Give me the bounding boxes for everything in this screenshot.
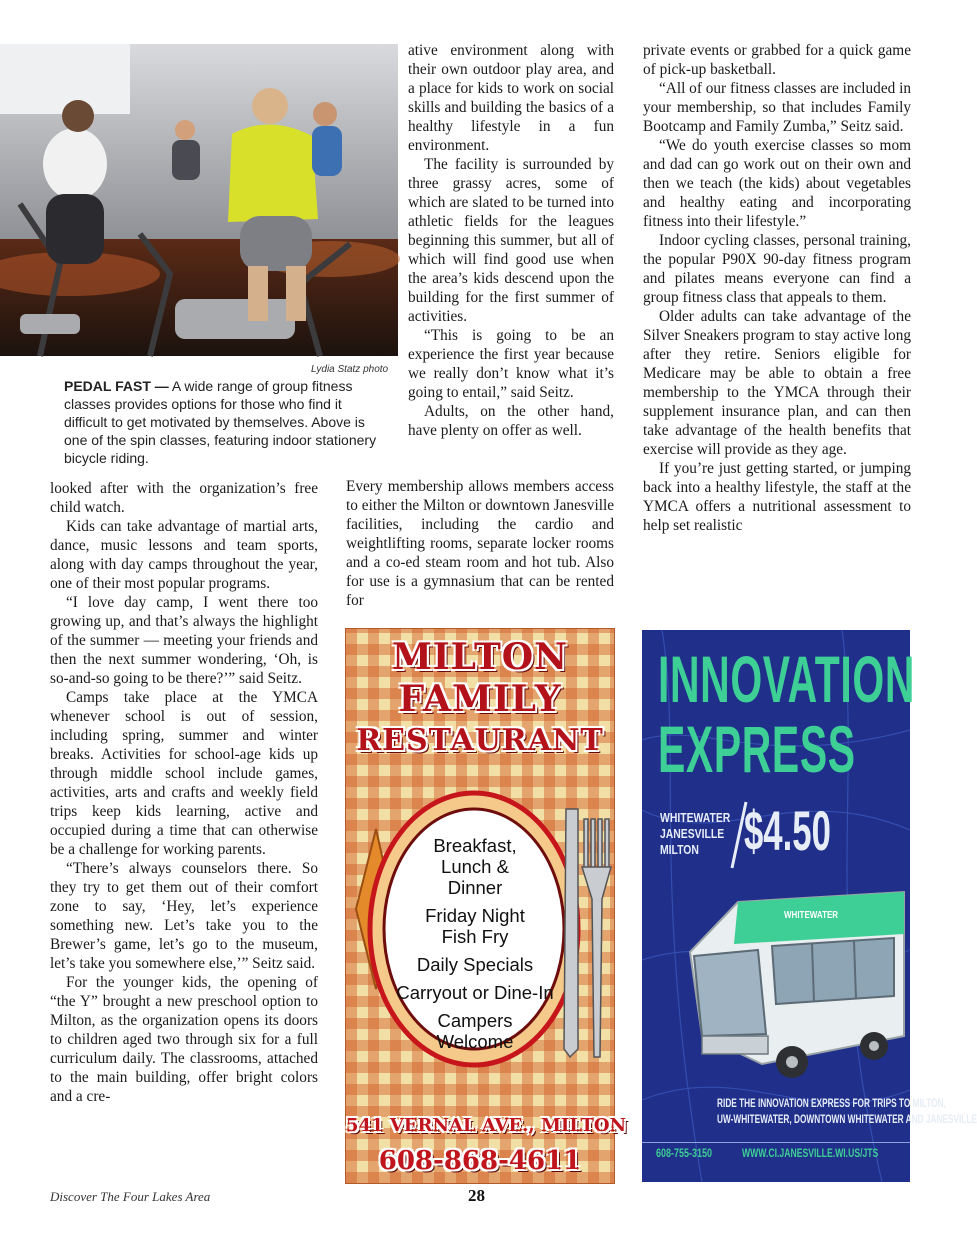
paragraph: Kids can take advantage of martial arts, dance, music lessons and team sports, along with day camps throughout the year, one of their most popular programs.: [50, 518, 318, 592]
paragraph: The facility is surrounded by three grassy acres, some of which are slated to be turned into athletic fields for the leagues beginning this summer, but all of which will find good use when the area’s kids descend upon the building for the first summer of activities.: [408, 156, 614, 325]
menu-line: Carryout or Dine-In: [396, 982, 554, 1003]
transit-website: WWW.CI.JANESVILLE.WI.US/JTS: [742, 1146, 879, 1160]
paragraph: ative environment along with their own outdoor play area, and a place for kids to work on social skills and building the basics of a healthy lifestyle in a fun environment.: [408, 42, 614, 154]
paragraph: “All of our fitness classes are included in your membership, so that includes Family Bootcamp and Family Zumba,” Seitz said.: [643, 80, 911, 135]
page-number: 28: [468, 1186, 485, 1205]
menu-line: Campers: [437, 1010, 513, 1031]
spin-class-photo: [0, 44, 398, 356]
spin-class-illustration: [0, 44, 398, 356]
restaurant-ad: [345, 628, 627, 1184]
paragraph: Adults, on the other hand, have plenty on offer as well.: [408, 403, 614, 439]
fare-price: $4.50: [744, 799, 831, 862]
restaurant-address: 541 VERNAL AVE., MILTON: [346, 1115, 627, 1136]
city: MILTON: [660, 842, 699, 857]
menu-line: Dinner: [447, 877, 503, 898]
paragraph: Camps take place at the YMCA whenever school is out of session, including spring, summer and winter breaks. Activities for school-age kids up through middle school include games, activities, arts and crafts and weekly field trips keep kids learning, active and occupied during a time that can otherwise be a challenge for working parents.: [50, 689, 318, 858]
caption-text: A wide range of group fitness classes provides options for those who find it difficult to get motivated by themselves. Above is one of the spin classes, featuring indoor stationery bicycle riding.: [64, 378, 377, 466]
ad-title-line-1: INNOVATION: [658, 642, 916, 716]
column-2: [408, 41, 614, 440]
innovation-express-ad: [642, 630, 977, 1182]
restaurant-title-line-3: RESTAURANT: [356, 723, 604, 758]
ad-title-line-2: EXPRESS: [658, 712, 856, 786]
menu-line: Daily Specials: [416, 954, 534, 975]
bus-destination-sign: WHITEWATER: [784, 910, 839, 921]
menu-line: Welcome: [436, 1031, 514, 1052]
column-3: [643, 41, 911, 535]
restaurant-menu: [382, 835, 568, 1052]
menu-line: Friday Night: [425, 905, 525, 926]
menu-line: Fish Fry: [441, 926, 509, 947]
menu-line: Breakfast,: [433, 835, 517, 856]
transit-phone: 608-755-3150: [656, 1146, 713, 1160]
paragraph: If you’re just getting started, or jumping back into a healthy lifestyle, the staff at the YMCA offers a nutritional assessment to help set realistic: [643, 460, 911, 534]
paragraph: “We do youth exercise classes so mom and dad can go work out on their own and then we teach (the kids) about vegetables and healthy eating and incorporating fitness into their lifestyle.”: [643, 137, 911, 230]
paragraph: looked after with the organization’s free child watch.: [50, 480, 318, 516]
ad-tagline: [642, 1096, 977, 1128]
divider: [642, 1142, 910, 1143]
tagline-line: RIDE THE INNOVATION EXPRESS FOR TRIPS TO MILTON,: [717, 1098, 946, 1110]
city: WHITEWATER: [660, 810, 731, 825]
paragraph: Every membership allows members access to either the Milton or downtown Janesville facilities, including the cardio and weightlifting rooms, separate locker rooms and a co-ed steam room and hot tub. Also for use is a gymnasium that can be rented for: [346, 478, 614, 609]
restaurant-title-line-1: MILTON: [391, 636, 569, 678]
restaurant-phone: 608-868-4611: [378, 1146, 582, 1176]
column-2-wide: [346, 477, 614, 610]
tagline-line: UW-WHITEWATER, DOWNTOWN WHITEWATER AND JANESVILLE: [717, 1114, 977, 1126]
restaurant-title-line-2: FAMILY: [398, 678, 562, 720]
paragraph: private events or grabbed for a quick game of pick-up basketball.: [643, 42, 911, 78]
paragraph: “I love day camp, I went there too growing up, and that’s always the highlight of the summer — meeting your friends and then the next summer wondering, ‘Oh, is so-and-so going to be there?’” said Seitz.: [50, 594, 318, 687]
paragraph: Indoor cycling classes, personal training, the popular P90X 90-day fitness program and pilates means everyone can find a group fitness class that appeals to them.: [643, 232, 911, 306]
photo-credit: Lydia Statz photo: [311, 364, 389, 375]
bus-icon: [642, 886, 910, 1086]
paragraph: “This is going to be an experience the first year because we really don’t know what it’s going to entail,” said Seitz.: [408, 327, 614, 401]
city: JANESVILLE: [660, 826, 725, 841]
caption-lead: PEDAL FAST —: [64, 378, 169, 394]
paragraph: For the younger kids, the opening of “the Y” brought a new preschool option to Milton, as the organization opens its doors to children aged two through six for a full curriculum daily. The classrooms, attached to the main building, offer bright colors and a cre-: [50, 974, 318, 1105]
publication-name: Discover The Four Lakes Area: [50, 1189, 211, 1204]
column-1: [50, 479, 318, 1106]
menu-line: Lunch &: [441, 856, 509, 877]
photo-caption: [64, 377, 384, 467]
paragraph: Older adults can take advantage of the Silver Sneakers program to stay active long after they retire. Seniors eligible for Medicare may be able to obtain a free membership to the YMCA through their supplement insurance plan, and can then take advantage of the health benefits that exercise will provide as they age.: [643, 308, 911, 458]
paragraph: “There’s always counselors there. So they try to get them out of their comfort zone to say, ‘Hey, let’s experience something new. Let’s take you to the Brewer’s game, let’s go to the museum, let’s take you somewhere else,’” Seitz said.: [50, 860, 318, 972]
